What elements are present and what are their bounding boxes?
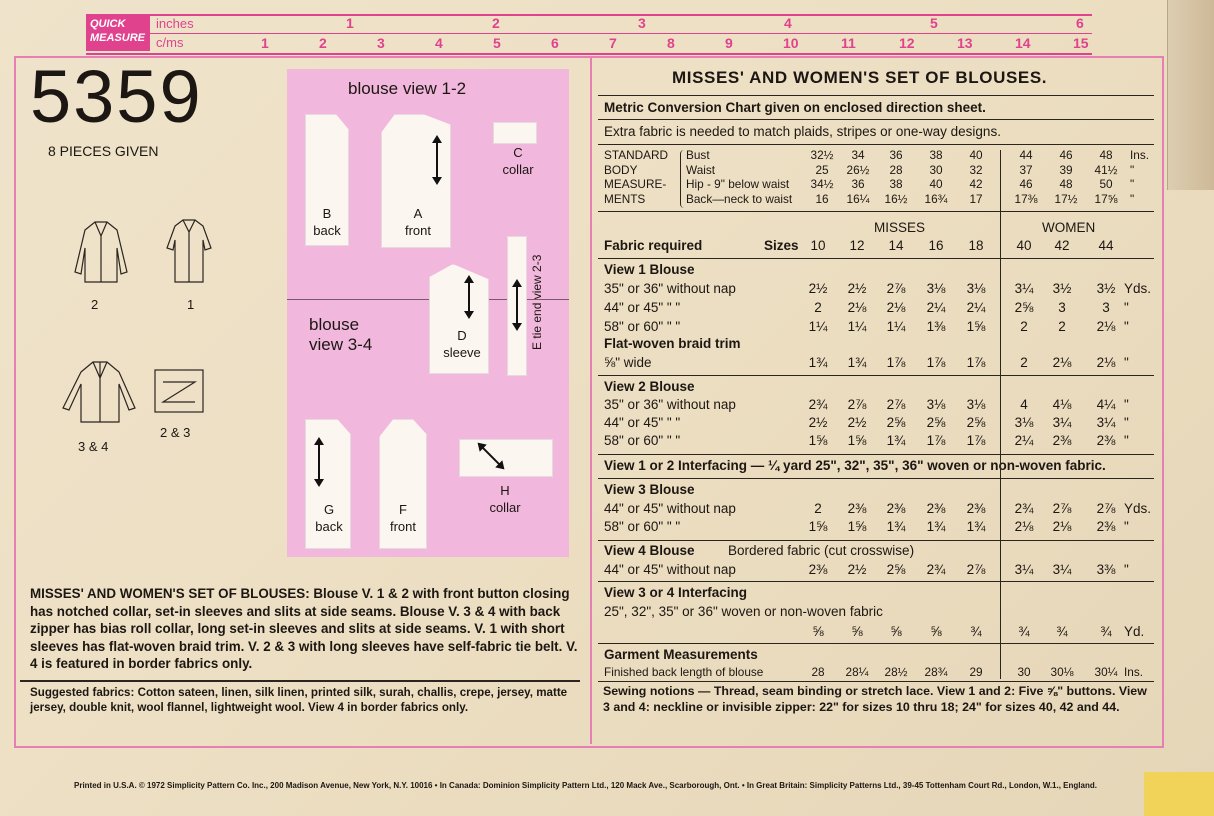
misses-cell: 2⅛ bbox=[886, 300, 906, 315]
misses-cell: 34½ bbox=[810, 177, 834, 191]
envelope-flap bbox=[1167, 0, 1214, 190]
inch-mark: 6 bbox=[1076, 15, 1084, 31]
misses-cell: 1¾ bbox=[886, 519, 906, 534]
misses-cell: 2½ bbox=[847, 562, 867, 577]
women-cell: 2⅛ bbox=[1052, 519, 1072, 534]
misses-cell: 1⅝ bbox=[966, 319, 986, 334]
sizes-label: Sizes bbox=[764, 238, 799, 253]
misses-cell: 16¾ bbox=[924, 191, 948, 206]
misses-cell: 2½ bbox=[847, 281, 867, 296]
suggested-text: Cotton sateen, linen, silk linen, printed silk, surah, challis, crepe, jersey, matte jersey, double knit, wool flannel, lightweight wool. View 4 in border fabrics only. bbox=[30, 686, 568, 714]
unit-cell: Yd. bbox=[1124, 624, 1145, 639]
cm-mark: 3 bbox=[377, 35, 385, 51]
unit-cell: Yds. bbox=[1124, 281, 1152, 296]
rule bbox=[598, 454, 1154, 455]
view4-note: Bordered fabric (cut crosswise) bbox=[728, 543, 915, 558]
women-cell: 2⅜ bbox=[1052, 433, 1072, 448]
braid-heading: Flat-woven braid trim bbox=[604, 336, 741, 351]
pieces-given: 8 PIECES GIVEN bbox=[48, 143, 159, 159]
misses-cell: 3⅛ bbox=[966, 397, 986, 412]
misses-cell: 42 bbox=[969, 177, 983, 191]
suggested-lead: Suggested fabrics: bbox=[30, 686, 135, 699]
misses-cell: 2⅜ bbox=[886, 501, 906, 516]
misses-cell: 1⅝ bbox=[847, 519, 867, 534]
rule bbox=[598, 119, 1154, 120]
misses-cell: 32½ bbox=[810, 148, 834, 162]
row-label: 44" or 45" without nap bbox=[604, 501, 736, 516]
unit-cell: " bbox=[1124, 433, 1129, 448]
caption-view-1: 1 bbox=[187, 297, 195, 312]
women-cell: 39 bbox=[1059, 162, 1073, 177]
yellow-corner bbox=[1144, 772, 1214, 816]
row-label: 44" or 45" " " bbox=[604, 300, 681, 315]
pieces-title-bottom-1: blouse bbox=[309, 315, 360, 334]
row-label: 58" or 60" " " bbox=[604, 519, 681, 534]
piece-b-label: B back bbox=[313, 206, 341, 238]
women-cell: 3¼ bbox=[1052, 415, 1072, 430]
size-header: 12 bbox=[849, 238, 865, 253]
misses-cell: 2¾ bbox=[926, 562, 946, 577]
women-cell: 3⅜ bbox=[1096, 562, 1116, 577]
misses-cell: 1¼ bbox=[886, 319, 906, 334]
women-cell: 30 bbox=[1017, 665, 1031, 679]
misses-cell: 1⅝ bbox=[847, 433, 867, 448]
women-cell: ¾ bbox=[1018, 624, 1030, 639]
misses-cell: 36 bbox=[851, 177, 865, 191]
inch-mark: 5 bbox=[930, 15, 938, 31]
piece-a-label: A front bbox=[404, 206, 431, 238]
interfacing34-heading: View 3 or 4 Interfacing bbox=[604, 585, 748, 600]
rule bbox=[598, 581, 1154, 582]
unit-cell: " bbox=[1130, 191, 1135, 206]
misses-cell: 3⅛ bbox=[926, 281, 946, 296]
grainline-d bbox=[468, 277, 470, 317]
piece-h bbox=[459, 439, 553, 477]
misses-cell: 26½ bbox=[846, 162, 870, 177]
row-label: 35" or 36" without nap bbox=[604, 281, 736, 296]
inches-label: inches bbox=[156, 16, 194, 31]
women-cell: 46 bbox=[1019, 177, 1033, 191]
women-cell: 2⅛ bbox=[1052, 355, 1072, 370]
unit-cell: Ins. bbox=[1124, 665, 1144, 679]
women-cell: 3¼ bbox=[1014, 562, 1034, 577]
cm-mark: 4 bbox=[435, 35, 443, 51]
misses-cell: 2¼ bbox=[966, 300, 986, 315]
misses-cell: 3⅛ bbox=[966, 281, 986, 296]
women-cell: 2⅜ bbox=[1096, 433, 1116, 448]
misses-cell: 32 bbox=[969, 162, 983, 177]
misses-cell: ⅝ bbox=[812, 624, 824, 639]
women-cell: 3 bbox=[1102, 300, 1110, 315]
misses-women-separator bbox=[1000, 150, 1001, 679]
extra-note: Extra fabric is needed to match plaids, stripes or one-way designs. bbox=[604, 124, 1001, 139]
garment-label: Finished back length of blouse bbox=[604, 665, 764, 679]
women-cell: 2¼ bbox=[1014, 433, 1034, 448]
body-measure-name: Waist bbox=[686, 162, 716, 177]
misses-cell: 2¼ bbox=[926, 300, 946, 315]
women-cell: 46 bbox=[1059, 148, 1073, 162]
women-cell: 2 bbox=[1020, 355, 1028, 370]
row-label: 58" or 60" " " bbox=[604, 433, 681, 448]
unit-cell: " bbox=[1124, 319, 1129, 334]
misses-cell: 28 bbox=[811, 665, 825, 679]
misses-cell: 2¾ bbox=[808, 397, 828, 412]
pattern-pieces-panel bbox=[287, 69, 569, 557]
misses-cell: 2 bbox=[814, 501, 822, 516]
misses-cell: 2⅞ bbox=[847, 397, 867, 412]
row-label: 58" or 60" " " bbox=[604, 319, 681, 334]
misses-cell: 34 bbox=[851, 148, 865, 162]
women-cell: 2⅛ bbox=[1096, 355, 1116, 370]
badge-line-2: MEASURE bbox=[90, 32, 146, 44]
inch-mark: 2 bbox=[492, 15, 500, 31]
misses-cell: ⅝ bbox=[930, 624, 942, 639]
cm-mark: 6 bbox=[551, 35, 559, 51]
piece-h-label: H collar bbox=[489, 483, 521, 515]
rule bbox=[598, 144, 1154, 145]
women-cell: 2⅞ bbox=[1052, 501, 1072, 516]
women-cell: 30¼ bbox=[1094, 665, 1118, 679]
pieces-title-bottom-2: view 3-4 bbox=[309, 335, 373, 354]
misses-cell: 2⅝ bbox=[886, 415, 906, 430]
cm-mark: 5 bbox=[493, 35, 501, 51]
metric-note: Metric Conversion Chart given on enclosed direction sheet. bbox=[604, 100, 986, 115]
misses-cell: 2⅛ bbox=[847, 300, 867, 315]
row-label: 44" or 45" without nap bbox=[604, 562, 736, 577]
footer-copyright: Printed in U.S.A. © 1972 Simplicity Pattern Co. Inc., 200 Madison Avenue, New York, N.Y. 10016 • In Canada: Dominion Simplicity Pattern Ltd., 120 Mack Ave., Scarborough, Ont. • In Great Britain: Simplicity Patterns Ltd., 39-45 Tottenham Court Rd., London, W.1., England. bbox=[74, 781, 1097, 790]
women-cell: 3¼ bbox=[1052, 562, 1072, 577]
garment-description bbox=[30, 585, 578, 673]
cm-mark: 2 bbox=[319, 35, 327, 51]
size-header: 10 bbox=[810, 238, 826, 253]
quick-measure-badge bbox=[86, 14, 150, 51]
women-cell: 30⅛ bbox=[1050, 665, 1074, 679]
women-cell: 17⅜ bbox=[1014, 191, 1038, 206]
rule bbox=[598, 643, 1154, 644]
misses-cell: 25 bbox=[815, 162, 829, 177]
size-header: 14 bbox=[888, 238, 904, 253]
row-label: ⅝" wide bbox=[604, 355, 652, 370]
row-label: 44" or 45" " " bbox=[604, 415, 681, 430]
misses-cell: 1¾ bbox=[926, 519, 946, 534]
title-rule bbox=[598, 95, 1154, 96]
cm-mark: 7 bbox=[609, 35, 617, 51]
unit-cell: " bbox=[1130, 162, 1135, 177]
quick-measure-ruler bbox=[86, 14, 1092, 55]
rule bbox=[598, 375, 1154, 376]
size-header: 44 bbox=[1098, 238, 1114, 253]
misses-cell: 2½ bbox=[808, 415, 828, 430]
women-cell: 4 bbox=[1020, 397, 1028, 412]
view-sketches bbox=[55, 212, 215, 452]
misses-cell: 2½ bbox=[808, 281, 828, 296]
rule bbox=[598, 478, 1154, 479]
women-cell: 37 bbox=[1019, 162, 1033, 177]
unit-cell: " bbox=[1124, 519, 1129, 534]
women-cell: 2⅞ bbox=[1096, 501, 1116, 516]
piece-c bbox=[493, 122, 537, 144]
unit-cell: " bbox=[1124, 300, 1129, 315]
cm-mark: 9 bbox=[725, 35, 733, 51]
inch-mark: 1 bbox=[346, 15, 354, 31]
garment-heading: Garment Measurements bbox=[604, 647, 758, 662]
cm-mark: 13 bbox=[957, 35, 973, 51]
pattern-number: 5359 bbox=[30, 55, 203, 138]
piece-g-label: G back bbox=[315, 502, 343, 534]
body-label: MEASURE- bbox=[604, 177, 667, 191]
fabric-required: Fabric required bbox=[604, 238, 703, 253]
inch-mark: 3 bbox=[638, 15, 646, 31]
misses-cell: ¾ bbox=[970, 624, 982, 639]
women-cell: 41½ bbox=[1094, 162, 1118, 177]
women-cell: 2⅛ bbox=[1096, 319, 1116, 334]
description-lead: MISSES' AND WOMEN'S SET OF BLOUSES: bbox=[30, 586, 310, 601]
misses-cell: 16½ bbox=[884, 191, 908, 206]
women-cell: 4⅛ bbox=[1052, 397, 1072, 412]
women-cell: 48 bbox=[1059, 177, 1073, 191]
women-cell: ¾ bbox=[1056, 624, 1068, 639]
misses-cell: 1¾ bbox=[847, 355, 867, 370]
view1-heading: View 1 Blouse bbox=[604, 262, 695, 277]
women-cell: 50 bbox=[1099, 177, 1113, 191]
women-cell: 4¼ bbox=[1096, 397, 1116, 412]
misses-cell: 2⅜ bbox=[847, 501, 867, 516]
body-measure-name: Hip - 9" below waist bbox=[686, 177, 790, 191]
piece-d-label: D sleeve bbox=[443, 328, 481, 360]
misses-cell: 1⅝ bbox=[808, 519, 828, 534]
misses-cell: 36 bbox=[889, 148, 903, 162]
misses-cell: 2⅜ bbox=[926, 501, 946, 516]
cm-mark: 12 bbox=[899, 35, 915, 51]
misses-cell: 1⅜ bbox=[926, 319, 946, 334]
body-measure-name: Bust bbox=[686, 148, 710, 162]
unit-cell: " bbox=[1124, 415, 1129, 430]
misses-cell: 2⅜ bbox=[808, 562, 828, 577]
misses-cell: 3⅛ bbox=[926, 397, 946, 412]
misses-cell: 29 bbox=[969, 665, 983, 679]
rule bbox=[598, 681, 1154, 682]
women-cell: 2⅛ bbox=[1014, 519, 1034, 534]
description-text: Blouse V. 1 & 2 with front button closing has notched collar, set-in sleeves and slits at side seams. Blouse V. 3 & 4 with back zipper has bias roll collar, long set-in sleeves and slits at side seams. V. 1 with short sleeves has flat-woven braid trim. V. 2 & 3 with long sleeves have self-fabric tie belt. V. 4 is featured in border fabrics only. bbox=[30, 586, 578, 671]
body-label: MENTS bbox=[604, 191, 646, 206]
unit-cell: " bbox=[1124, 562, 1129, 577]
misses-cell: 28½ bbox=[884, 665, 908, 679]
misses-cell: 1¼ bbox=[847, 319, 867, 334]
misses-cell: 2⅝ bbox=[966, 415, 986, 430]
pieces-title-top: blouse view 1-2 bbox=[348, 79, 467, 98]
caption-view-2: 2 bbox=[91, 297, 99, 312]
piece-e-label: E tie end view 2-3 bbox=[530, 254, 544, 350]
cm-mark: 8 bbox=[667, 35, 675, 51]
inch-mark: 4 bbox=[784, 15, 792, 31]
grainline-g bbox=[318, 439, 320, 485]
misses-cell: 1¾ bbox=[966, 519, 986, 534]
women-cell: ¾ bbox=[1100, 624, 1112, 639]
view34-sketch bbox=[63, 362, 135, 422]
body-label: BODY bbox=[604, 162, 638, 177]
unit-cell: Yds. bbox=[1124, 501, 1152, 516]
size-header: 40 bbox=[1016, 238, 1032, 253]
cm-mark: 15 bbox=[1073, 35, 1089, 51]
misses-cell: 2⅞ bbox=[886, 397, 906, 412]
misses-cell: 16 bbox=[815, 191, 829, 206]
rule bbox=[598, 211, 1154, 212]
misses-cell: 40 bbox=[969, 148, 983, 162]
misses-cell: 1¾ bbox=[808, 355, 828, 370]
women-cell: 48 bbox=[1099, 148, 1113, 162]
view2-heading: View 2 Blouse bbox=[604, 379, 695, 394]
misses-cell: 1⅞ bbox=[966, 433, 986, 448]
row-label: 35" or 36" without nap bbox=[604, 397, 736, 412]
misses-cell: 2⅝ bbox=[886, 562, 906, 577]
misses-cell: ⅝ bbox=[890, 624, 902, 639]
misses-cell: 1⅝ bbox=[808, 433, 828, 448]
women-cell: 3⅛ bbox=[1014, 415, 1034, 430]
misses-cell: 1⅞ bbox=[926, 355, 946, 370]
misses-cell: 40 bbox=[929, 177, 943, 191]
women-cell: 3½ bbox=[1096, 281, 1116, 296]
women-cell: 2 bbox=[1058, 319, 1066, 334]
misses-label: MISSES bbox=[874, 220, 926, 235]
misses-cell: 1⅞ bbox=[926, 433, 946, 448]
piece-c-label: C collar bbox=[502, 145, 534, 177]
size-header: 18 bbox=[968, 238, 984, 253]
interfacing12: View 1 or 2 Interfacing — ¼ yard 25", 32", 35", 36" woven or non-woven fabric. bbox=[604, 458, 1106, 473]
piece-f-label: F front bbox=[389, 502, 416, 534]
women-cell: 2⅝ bbox=[1014, 300, 1034, 315]
women-label: WOMEN bbox=[1042, 220, 1096, 235]
misses-cell: 2 bbox=[814, 300, 822, 315]
misses-cell: 28¾ bbox=[924, 665, 948, 679]
women-cell: 17⅝ bbox=[1094, 191, 1118, 206]
cm-mark: 10 bbox=[783, 35, 799, 51]
view3-heading: View 3 Blouse bbox=[604, 482, 695, 497]
women-cell: 2¾ bbox=[1014, 501, 1034, 516]
misses-cell: 1⅞ bbox=[886, 355, 906, 370]
cm-mark: 14 bbox=[1015, 35, 1031, 51]
cm-mark: 1 bbox=[261, 35, 269, 51]
ruler-midline bbox=[150, 33, 1092, 34]
women-cell: 44 bbox=[1019, 148, 1033, 162]
sewing-notions: Sewing notions — Thread, seam binding or stretch lace. View 1 and 2: Five ⅝" buttons. View 3 and 4: neckline or invisible zipper: 22" for sizes 10 thru 18; 24" for sizes 40, 42 and 44. bbox=[603, 684, 1147, 714]
misses-cell: 1¾ bbox=[886, 433, 906, 448]
misses-cell: 30 bbox=[929, 162, 943, 177]
unit-cell: " bbox=[1124, 355, 1129, 370]
badge-line-1: QUICK bbox=[90, 18, 126, 30]
rule bbox=[598, 540, 1154, 541]
table-title: MISSES' AND WOMEN'S SET OF BLOUSES. bbox=[672, 68, 1048, 87]
misses-cell: 16¼ bbox=[846, 191, 870, 206]
size-header: 42 bbox=[1054, 238, 1070, 253]
misses-cell: ⅝ bbox=[851, 624, 863, 639]
misses-cell: 38 bbox=[889, 177, 903, 191]
misses-cell: 2⅝ bbox=[926, 415, 946, 430]
women-cell: 2 bbox=[1020, 319, 1028, 334]
suggested-fabrics bbox=[30, 686, 578, 715]
misses-cell: 2½ bbox=[847, 415, 867, 430]
panel-divider bbox=[590, 58, 592, 744]
women-cell: 3½ bbox=[1052, 281, 1072, 296]
body-label: STANDARD bbox=[604, 148, 669, 162]
unit-cell: " bbox=[1124, 397, 1129, 412]
misses-cell: 38 bbox=[929, 148, 943, 162]
misses-cell: 2⅜ bbox=[966, 501, 986, 516]
cm-mark: 11 bbox=[841, 35, 856, 51]
women-cell: 17½ bbox=[1054, 191, 1078, 206]
misses-cell: 28¼ bbox=[845, 665, 869, 679]
grainline-e bbox=[516, 281, 518, 329]
interfacing34-label: 25", 32", 35" or 36" woven or non-woven fabric bbox=[604, 604, 883, 619]
misses-cell: 2⅞ bbox=[966, 562, 986, 577]
size-header: 16 bbox=[928, 238, 944, 253]
unit-cell: Ins. bbox=[1130, 148, 1150, 162]
misses-cell: 28 bbox=[889, 162, 903, 177]
misses-cell: 1¼ bbox=[808, 319, 828, 334]
body-measure-name: Back—neck to waist bbox=[686, 191, 793, 206]
caption-view-2-3: 2 & 3 bbox=[160, 425, 191, 440]
belt-sketch bbox=[155, 370, 203, 412]
women-cell: 3 bbox=[1058, 300, 1066, 315]
view4-heading: View 4 Blouse bbox=[604, 543, 695, 558]
caption-view-3-4: 3 & 4 bbox=[78, 439, 109, 454]
women-cell: 3¼ bbox=[1014, 281, 1034, 296]
cms-label: c/ms bbox=[156, 35, 184, 50]
women-cell: 2⅜ bbox=[1096, 519, 1116, 534]
misses-cell: 17 bbox=[969, 191, 983, 206]
description-divider bbox=[20, 680, 580, 682]
misses-cell: 1⅞ bbox=[966, 355, 986, 370]
misses-cell: 2⅞ bbox=[886, 281, 906, 296]
grainline-a bbox=[436, 137, 438, 183]
women-cell: 3¼ bbox=[1096, 415, 1116, 430]
unit-cell: " bbox=[1130, 177, 1135, 191]
rule bbox=[598, 258, 1154, 259]
